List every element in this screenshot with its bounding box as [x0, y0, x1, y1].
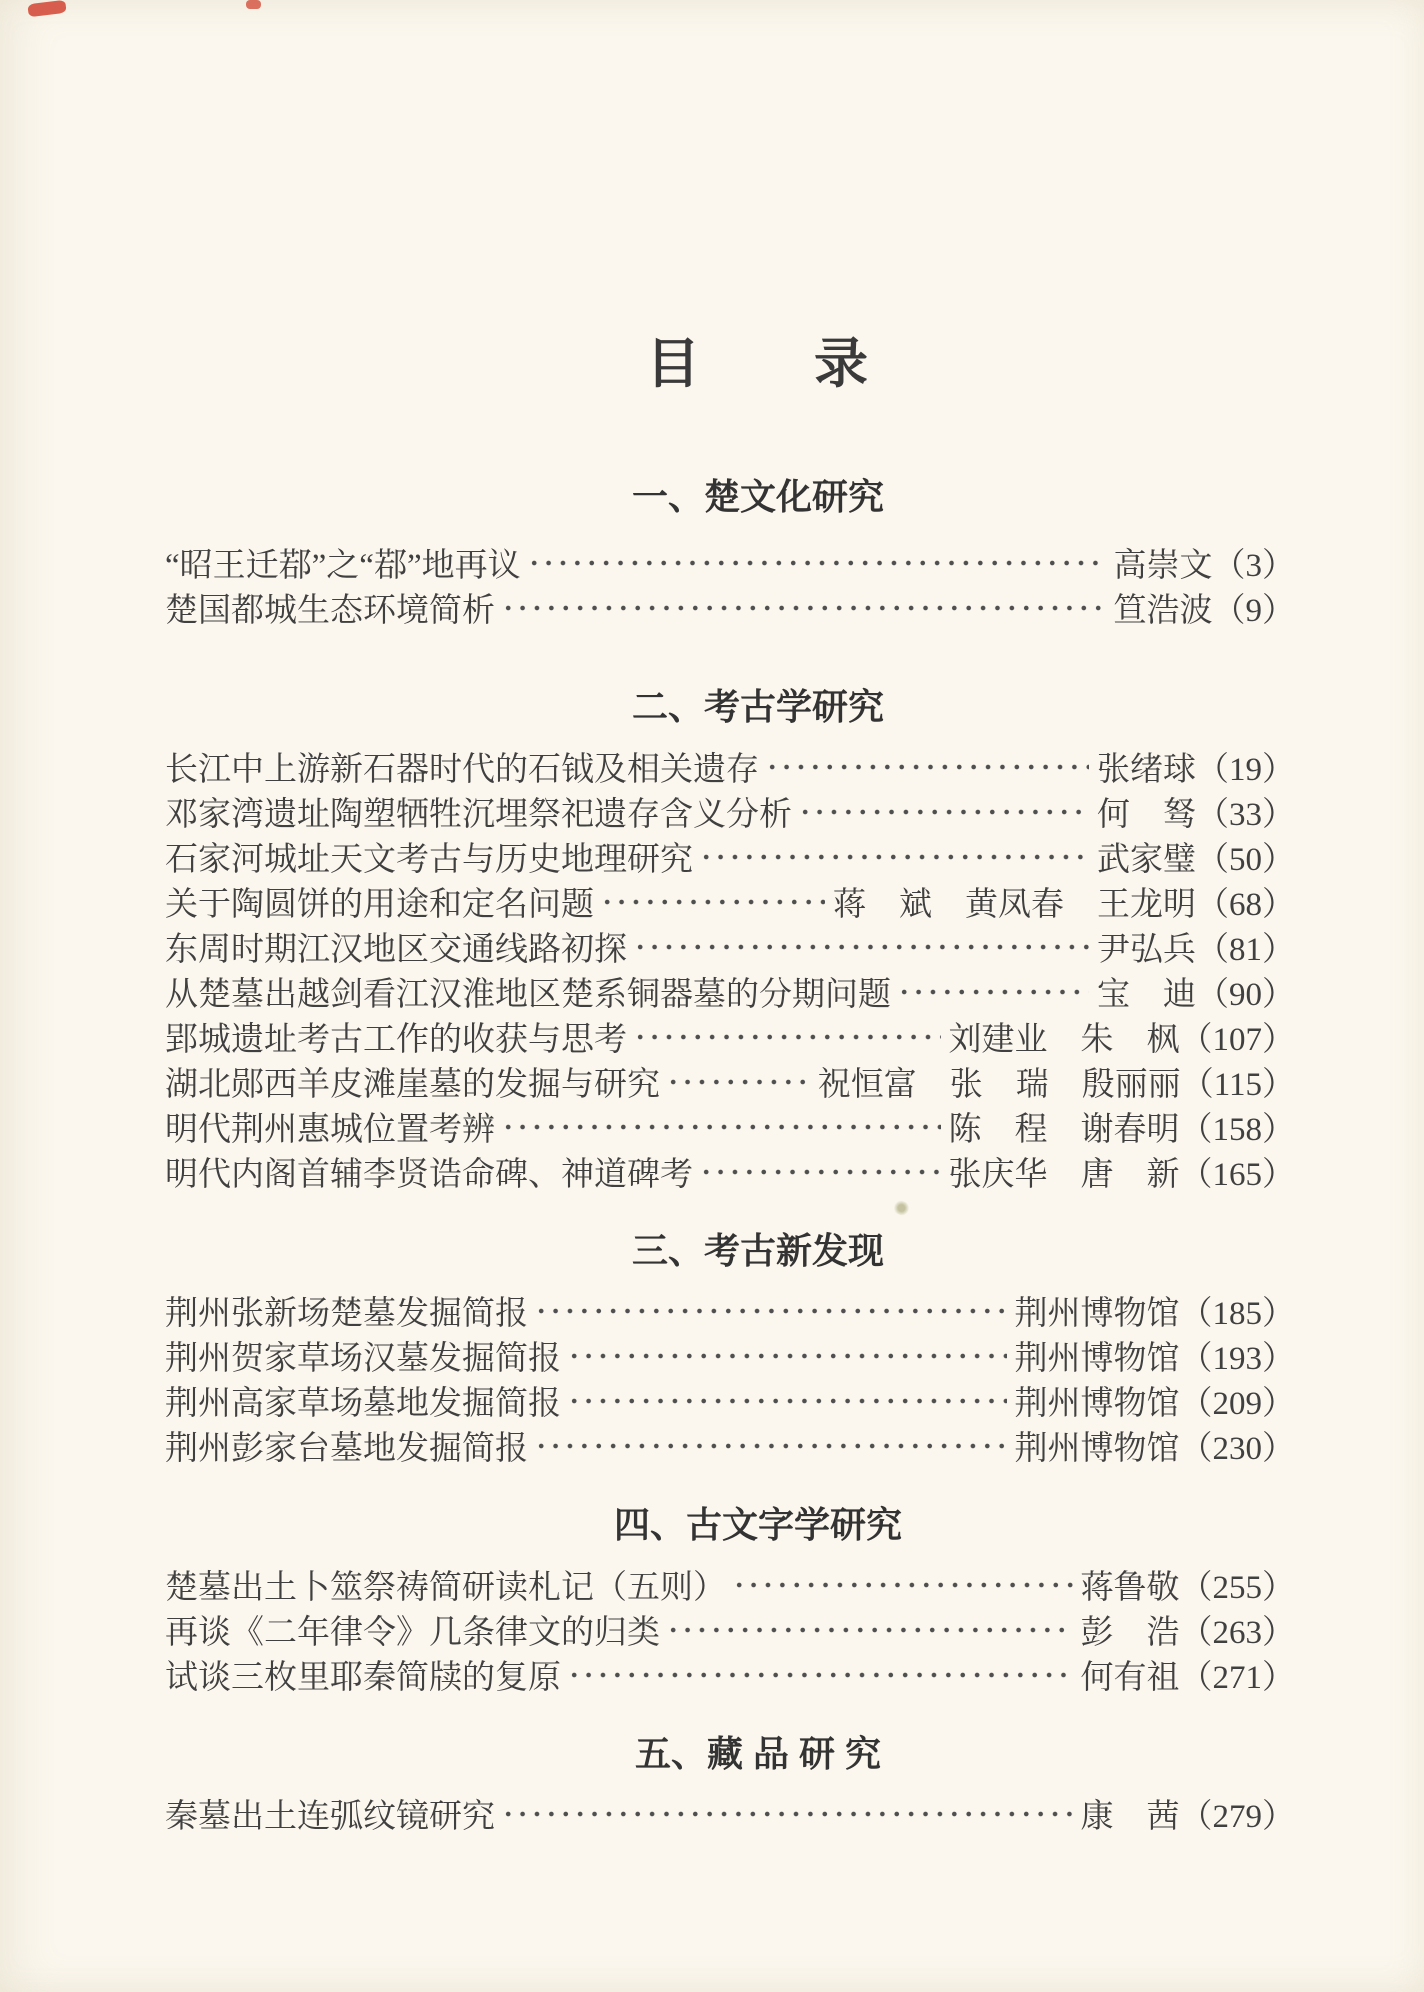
section-entries: [165, 1562, 1295, 1697]
toc-entry: [165, 1149, 1295, 1194]
dot-leader: [600, 879, 825, 924]
toc-entry: [165, 744, 1295, 789]
toc-section: [165, 1733, 1295, 1836]
entry-title: 东周时期江汉地区交通线路初探: [165, 932, 627, 968]
entry-title: 湖北郧西羊皮滩崖墓的发掘与研究: [165, 1067, 660, 1103]
toc-entry: [165, 924, 1295, 969]
scan-artifact-red: [246, 0, 261, 9]
toc-entry: [165, 1378, 1295, 1423]
toc-entry: [165, 1288, 1295, 1333]
toc-entry: [165, 1652, 1295, 1697]
entry-author-page: 荆州博物馆（185）: [1014, 1296, 1295, 1332]
dot-leader: [897, 969, 1089, 1014]
entry-title: 荆州张新场楚墓发掘简报: [165, 1296, 528, 1332]
toc-section: [165, 476, 1295, 630]
toc-section: [165, 1504, 1295, 1697]
entry-author-page: 蒋鲁敬（255）: [1080, 1570, 1295, 1606]
entry-author-page: 荆州博物馆（193）: [1014, 1341, 1295, 1377]
dot-leader: [501, 1104, 941, 1149]
section-heading: 三、考古新发现: [631, 1230, 884, 1271]
entry-author-page: 武家璧（50）: [1097, 842, 1295, 878]
dot-leader: [765, 744, 1089, 789]
toc-entry: [165, 1014, 1295, 1059]
toc-section: [165, 1230, 1295, 1468]
toc-entry: [165, 969, 1295, 1014]
entry-title: 长江中上游新石器时代的石钺及相关遗存: [165, 752, 759, 788]
section-heading: 一、楚文化研究: [631, 476, 884, 517]
dot-leader: [534, 1423, 1007, 1468]
entry-author-page: 高崇文（3）: [1113, 548, 1295, 584]
entry-author-page: 张庆华 唐 新（165）: [948, 1157, 1295, 1193]
dot-leader: [501, 1791, 1073, 1836]
entry-title: 楚墓出土卜筮祭祷简研读札记（五则）: [165, 1570, 726, 1606]
toc-sections: [165, 476, 1295, 1836]
entry-title: 楚国都城生态环境简析: [165, 593, 495, 629]
entry-author-page: 蒋 斌 黄凤春 王龙明（68）: [833, 887, 1295, 923]
entry-author-page: 何有祖（271）: [1080, 1660, 1295, 1696]
entry-title: 明代荆州惠城位置考辨: [165, 1112, 495, 1148]
dot-leader: [567, 1378, 1007, 1423]
toc-entry: [165, 585, 1295, 630]
dot-leader: [633, 924, 1089, 969]
dot-leader: [527, 540, 1106, 585]
entry-author-page: 祝恒富 张 瑞 殷丽丽（115）: [817, 1067, 1295, 1103]
section-heading: 二、考古学研究: [631, 686, 884, 727]
entry-title: 明代内阁首辅李贤诰命碑、神道碑考: [165, 1157, 693, 1193]
section-entries: [165, 540, 1295, 630]
entry-author-page: 荆州博物馆（209）: [1014, 1386, 1295, 1422]
entry-author-page: 陈 程 谢春明（158）: [948, 1112, 1295, 1148]
toc-entry: [165, 1791, 1295, 1836]
entry-author-page: 何 驽（33）: [1097, 797, 1295, 833]
entry-author-page: 荆州博物馆（230）: [1014, 1431, 1295, 1467]
dot-leader: [633, 1014, 941, 1059]
dot-leader: [798, 789, 1089, 834]
entry-title: 郢城遗址考古工作的收获与思考: [165, 1022, 627, 1058]
toc-entry: [165, 879, 1295, 924]
entry-author-page: 笪浩波（9）: [1113, 593, 1295, 629]
dot-leader: [501, 585, 1106, 630]
entry-author-page: 康 茜（279）: [1080, 1799, 1295, 1835]
toc-entry: [165, 834, 1295, 879]
dot-leader: [732, 1562, 1073, 1607]
dot-leader: [666, 1607, 1073, 1652]
toc-entry: [165, 789, 1295, 834]
toc-entry: [165, 1104, 1295, 1149]
toc-entry: [165, 1423, 1295, 1468]
entry-author-page: 刘建业 朱 枫（107）: [948, 1022, 1295, 1058]
dot-leader: [666, 1059, 810, 1104]
entry-title: 试谈三枚里耶秦简牍的复原: [165, 1660, 561, 1696]
entry-author-page: 张绪球（19）: [1097, 752, 1295, 788]
entry-title: “昭王迁鄀”之“鄀”地再议: [165, 548, 521, 584]
toc-entry: [165, 1562, 1295, 1607]
entry-title: 荆州高家草场墓地发掘简报: [165, 1386, 561, 1422]
section-entries: [165, 1791, 1295, 1836]
entry-title: 从楚墓出越剑看江汉淮地区楚系铜器墓的分期问题: [165, 977, 891, 1013]
entry-title: 秦墓出土连弧纹镜研究: [165, 1799, 495, 1835]
entry-title: 再谈《二年律令》几条律文的归类: [165, 1615, 660, 1651]
section-entries: [165, 744, 1295, 1194]
section-heading: 四、古文字学研究: [613, 1504, 902, 1545]
entry-title: 邓家湾遗址陶塑牺牲沉埋祭祀遗存含义分析: [165, 797, 792, 833]
toc-section: [165, 686, 1295, 1194]
entry-title: 关于陶圆饼的用途和定名问题: [165, 887, 594, 923]
entry-author-page: 宝 迪（90）: [1097, 977, 1295, 1013]
page-title: 目 录: [646, 334, 870, 394]
toc-entry: [165, 1059, 1295, 1104]
entry-title: 荆州彭家台墓地发掘简报: [165, 1431, 528, 1467]
dot-leader: [534, 1288, 1007, 1333]
dot-leader: [567, 1333, 1007, 1378]
entry-title: 石家河城址天文考古与历史地理研究: [165, 842, 693, 878]
dot-leader: [567, 1652, 1073, 1697]
section-heading: 五、藏 品 研 究: [634, 1733, 881, 1774]
dot-leader: [699, 834, 1089, 879]
section-entries: [165, 1288, 1295, 1468]
toc-entry: [165, 540, 1295, 585]
dot-leader: [699, 1149, 941, 1194]
toc-entry: [165, 1607, 1295, 1652]
toc-entry: [165, 1333, 1295, 1378]
entry-author-page: 彭 浩（263）: [1080, 1615, 1295, 1651]
entry-author-page: 尹弘兵（81）: [1097, 932, 1295, 968]
entry-title: 荆州贺家草场汉墓发掘简报: [165, 1341, 561, 1377]
